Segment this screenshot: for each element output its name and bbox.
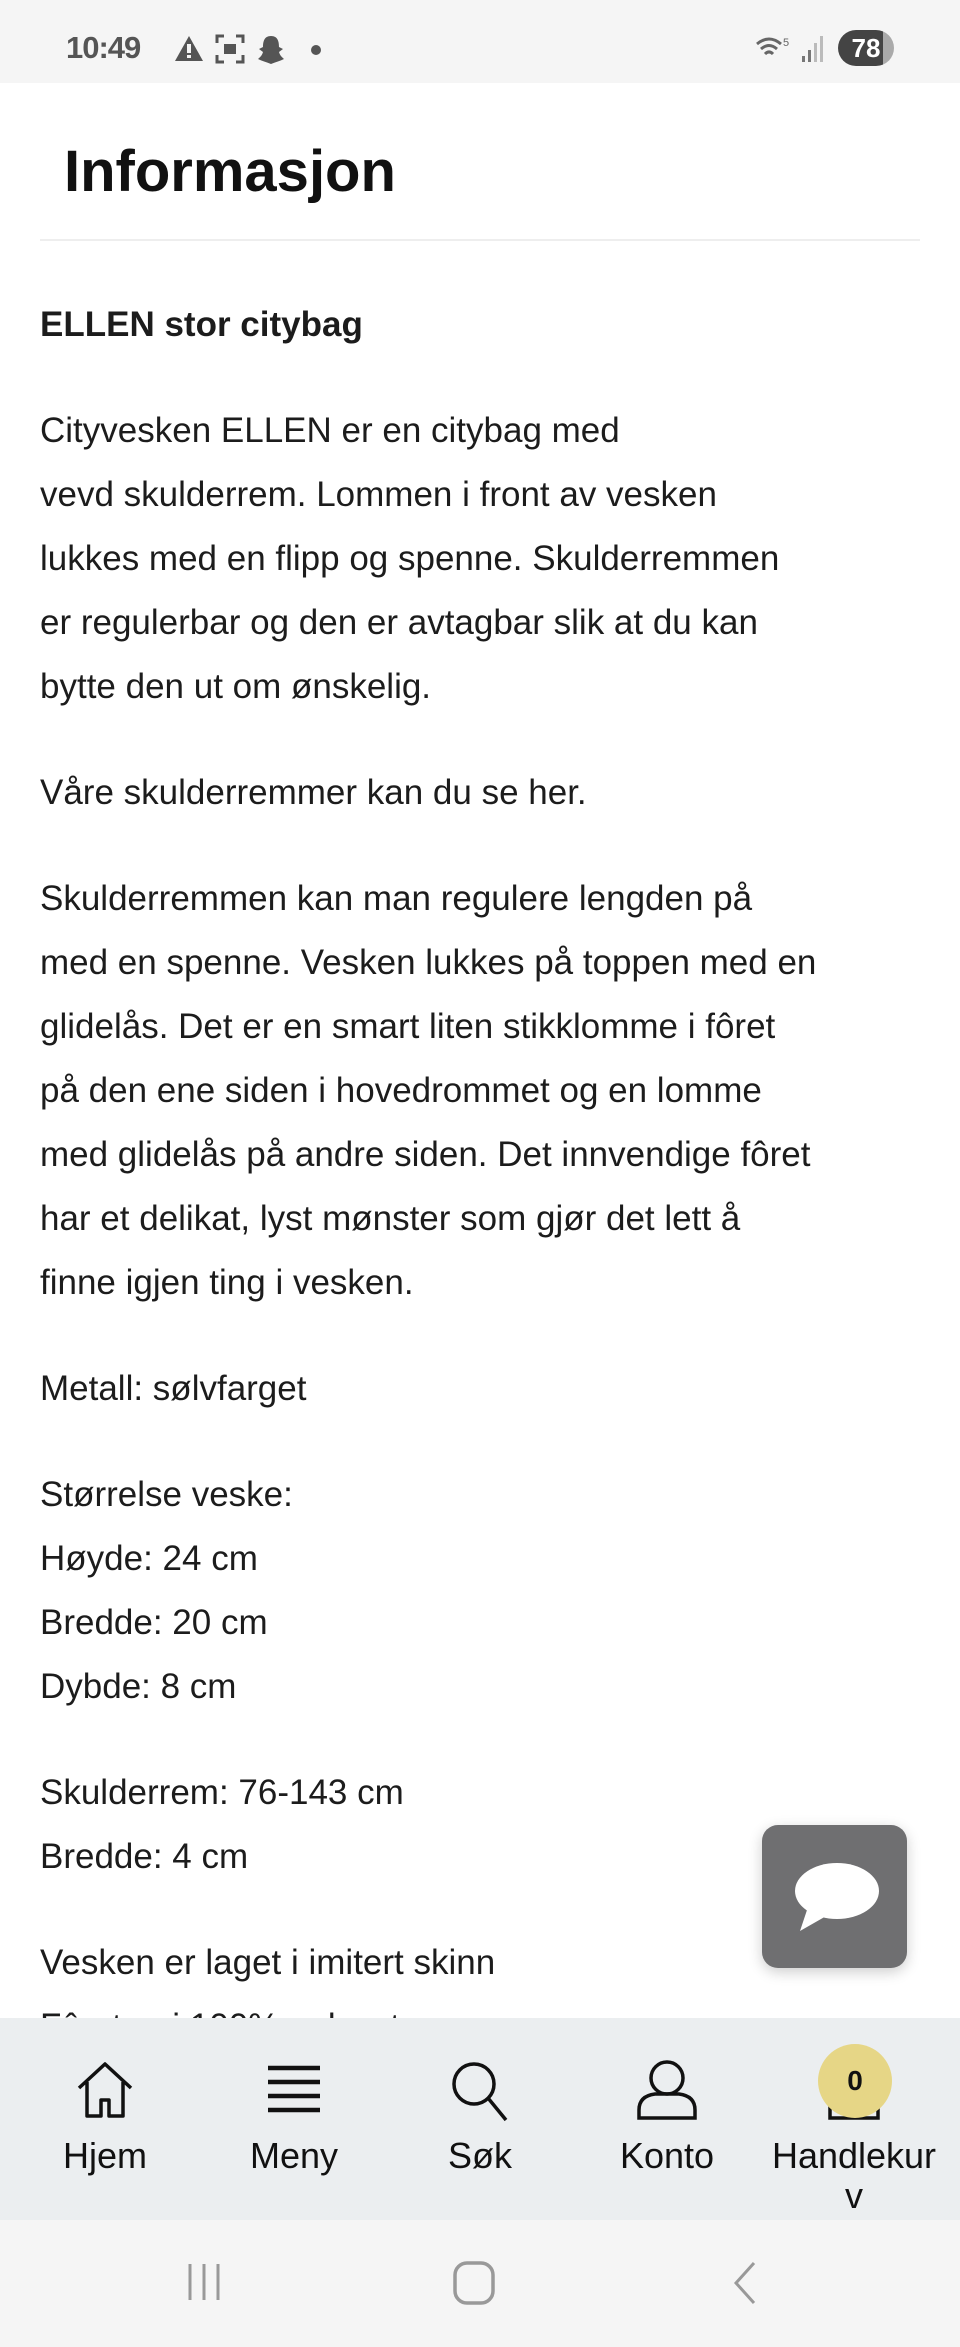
nav-menu[interactable]: [204, 2058, 384, 2176]
recent-apps-icon[interactable]: [184, 2260, 228, 2304]
text-line: Dybde: 8 cm: [40, 1667, 237, 1706]
description-paragraph: [40, 867, 940, 1315]
chat-button[interactable]: [762, 1825, 907, 1968]
text-line: Skulderremmen kan man regulere lengden på: [40, 879, 753, 918]
text-line: med en spenne. Vesken lukkes på toppen med en: [40, 943, 817, 982]
chat-bubble-icon: [790, 1859, 880, 1935]
battery-indicator: 78: [838, 30, 894, 66]
home-button-icon[interactable]: [452, 2260, 496, 2306]
nav-account[interactable]: [577, 2058, 757, 2176]
nav-label: Meny: [249, 2135, 339, 2176]
signal-icon: [800, 34, 824, 64]
nav-search[interactable]: [390, 2058, 570, 2176]
status-time: 10:49: [66, 30, 141, 65]
warning-icon: [174, 34, 204, 62]
home-icon: [73, 2058, 137, 2122]
text-line: Bredde: 4 cm: [40, 1837, 249, 1876]
text-line: Høyde: 24 cm: [40, 1539, 258, 1578]
text-line: lukkes med en flipp og spenne. Skulderremmen: [40, 539, 780, 578]
description-paragraph: [40, 1357, 940, 1421]
search-icon: [448, 2058, 512, 2122]
text-line: vevd skulderrem. Lommen i front av vesken: [40, 475, 717, 514]
description-paragraph: [40, 399, 940, 719]
text-line: Vesken er laget i imitert skinn: [40, 1943, 496, 1982]
wifi-icon: [755, 34, 795, 66]
nav-home[interactable]: [15, 2058, 195, 2176]
screenshot-icon: [215, 34, 245, 64]
bottom-nav: [0, 2018, 960, 2220]
nav-label: Konto: [619, 2135, 715, 2176]
user-icon: [635, 2058, 699, 2122]
text-line: glidelås. Det er en smart liten stikklomme i fôret: [40, 1007, 776, 1046]
nav-label: Søk: [447, 2135, 512, 2176]
text-line: bytte den ut om ønskelig.: [40, 667, 432, 706]
status-bar: [0, 0, 960, 83]
text-line: Størrelse veske:: [40, 1475, 293, 1514]
description-paragraph[interactable]: [40, 761, 940, 825]
text-line: Cityvesken ELLEN er en citybag med: [40, 411, 620, 450]
svg-text:5: 5: [783, 37, 790, 49]
snapchat-icon: [256, 34, 286, 66]
page-title: Informasjon: [64, 139, 396, 204]
system-nav-bar: [0, 2220, 960, 2347]
text-line: Skulderrem: 76-143 cm: [40, 1773, 404, 1812]
cart-count-badge: 0: [818, 2044, 892, 2118]
nav-label: Hjem: [62, 2135, 147, 2176]
text-line: er regulerbar og den er avtagbar slik at du kan: [40, 603, 758, 642]
product-heading: ELLEN stor citybag: [40, 305, 363, 344]
dot-icon: [310, 44, 322, 56]
text-line: med glidelås på andre siden. Det innvendige fôret: [40, 1135, 811, 1174]
text-line: finne igjen ting i vesken.: [40, 1263, 414, 1302]
text-line: Metall: sølvfarget: [40, 1369, 307, 1408]
text-line: Bredde: 20 cm: [40, 1603, 268, 1642]
menu-icon: [262, 2058, 326, 2122]
divider: [40, 239, 920, 241]
info-page[interactable]: [0, 83, 960, 2018]
text-line: Våre skulderremmer kan du se her.: [40, 773, 587, 812]
back-icon[interactable]: [728, 2260, 760, 2306]
nav-label: Handlekurv: [771, 2135, 937, 2216]
text-line: har et delikat, lyst mønster som gjør det lett å: [40, 1199, 741, 1238]
text-line: på den ene siden i hovedrommet og en lomme: [40, 1071, 762, 1110]
description-paragraph: [40, 1463, 940, 1719]
